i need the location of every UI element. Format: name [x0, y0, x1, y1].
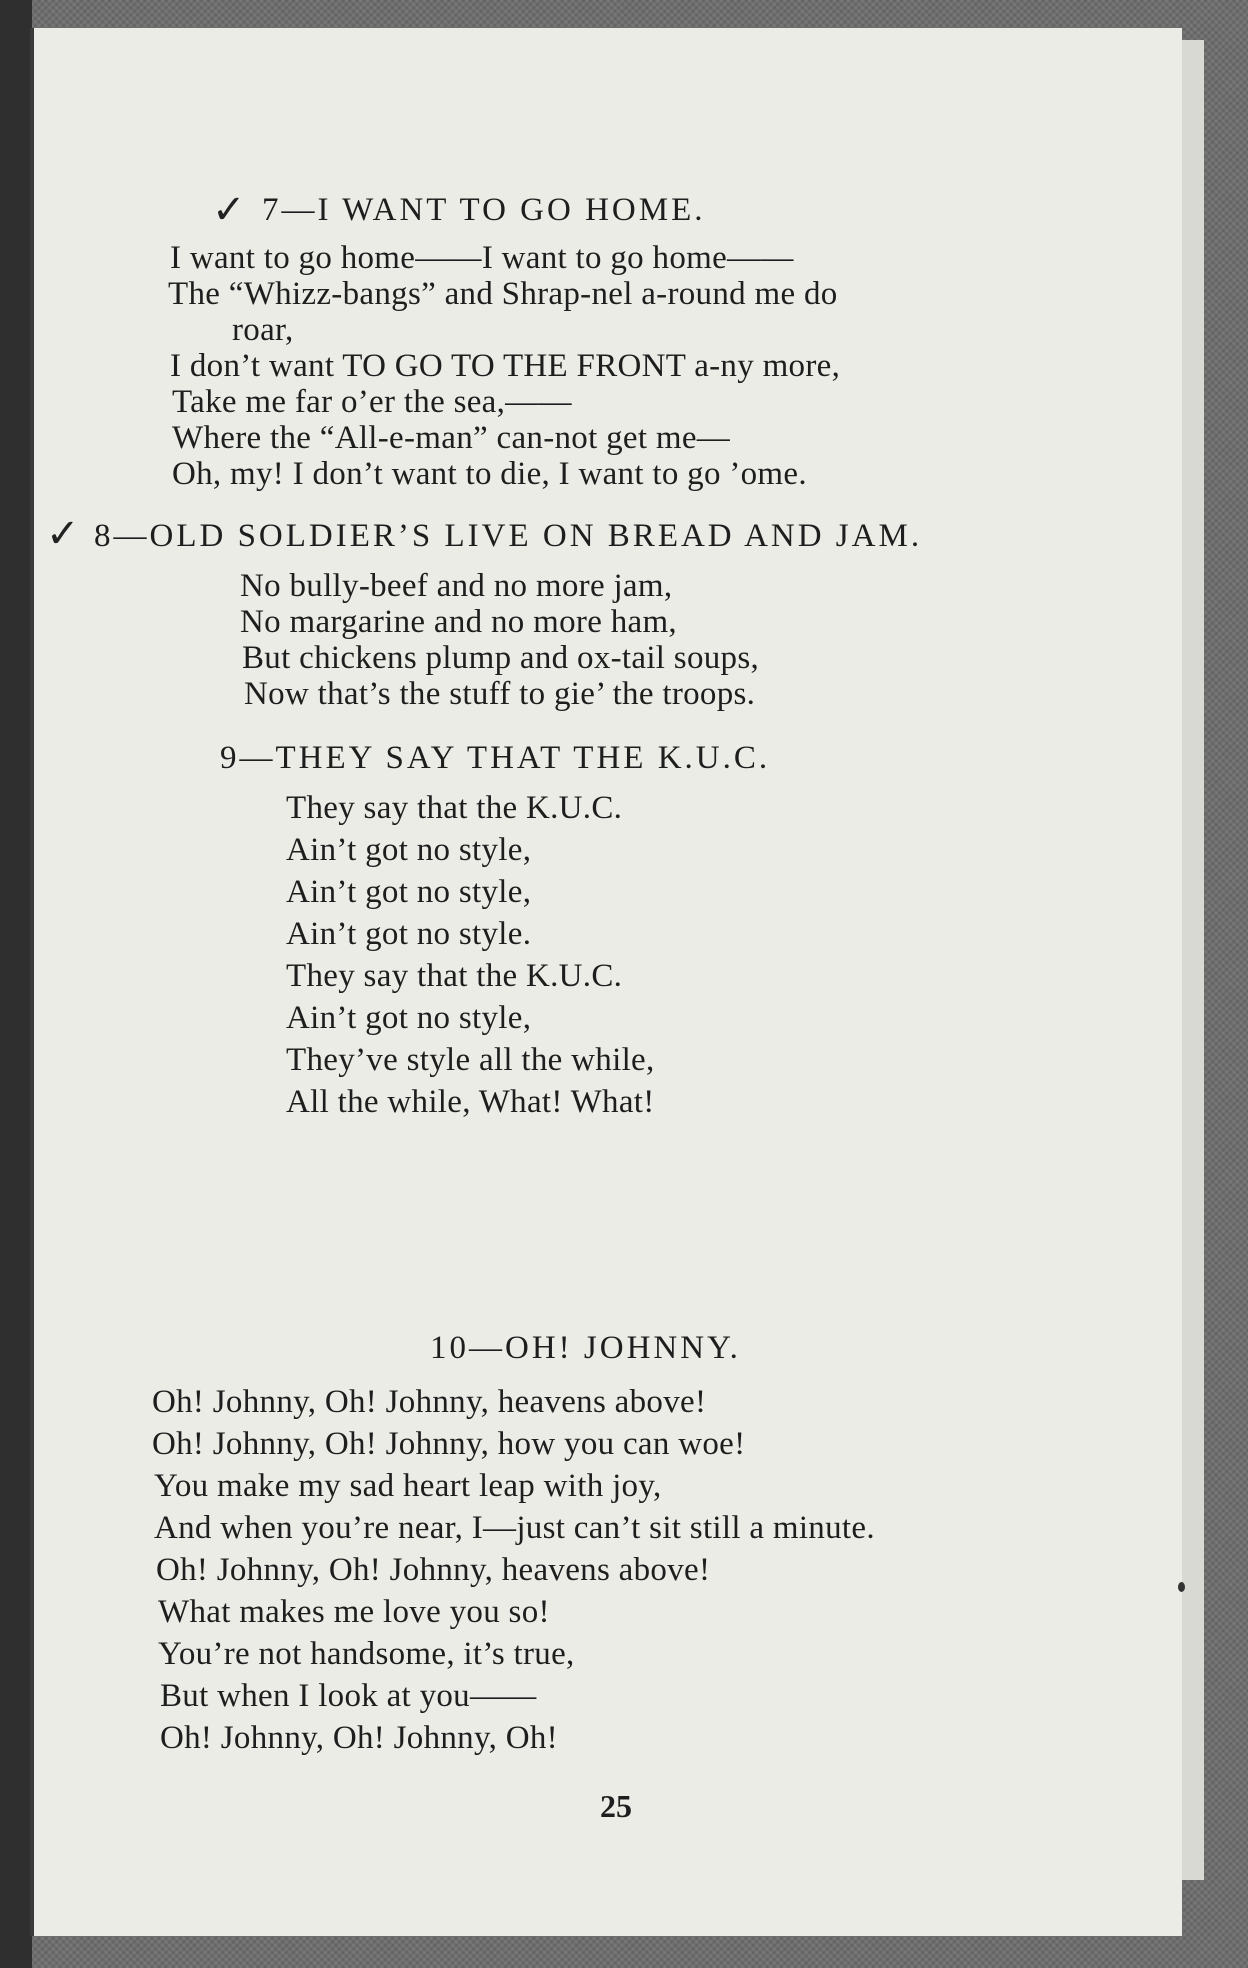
book-page: [30, 28, 1182, 1936]
song-10-line-4: And when you’re near, I—just can’t sit still a minute.: [154, 1510, 875, 1546]
song-9-line-4: Ain’t got no style.: [286, 916, 532, 952]
song-7-line-3: roar,: [232, 312, 294, 348]
song-7-line-5: Take me far o’er the sea,——: [172, 384, 572, 420]
song-9-line-2: Ain’t got no style,: [286, 832, 532, 868]
song-7-line-1: I want to go home——I want to go home——: [170, 240, 794, 276]
song-10-line-7: You’re not handsome, it’s true,: [158, 1636, 575, 1672]
check-mark-icon: ✓: [46, 511, 80, 557]
song-8-line-2: No margarine and no more ham,: [240, 604, 677, 640]
song-10-line-1: Oh! Johnny, Oh! Johnny, heavens above!: [152, 1384, 707, 1420]
song-9-line-8: All the while, What! What!: [286, 1084, 655, 1120]
song-10-line-3: You make my sad heart leap with joy,: [154, 1468, 662, 1504]
song-10-line-2: Oh! Johnny, Oh! Johnny, how you can woe!: [152, 1426, 746, 1462]
song-9-heading: 9—THEY SAY THAT THE K.U.C.: [220, 740, 771, 776]
song-7-line-7: Oh, my! I don’t want to die, I want to go ’ome.: [172, 456, 807, 492]
song-10-line-5: Oh! Johnny, Oh! Johnny, heavens above!: [156, 1552, 711, 1588]
song-9-line-6: Ain’t got no style,: [286, 1000, 532, 1036]
song-9-line-5: They say that the K.U.C.: [286, 958, 623, 994]
song-7-line-2: The “Whizz-bangs” and Shrap-nel a-round me do: [168, 276, 838, 312]
song-8-line-3: But chickens plump and ox-tail soups,: [242, 640, 760, 676]
song-9-line-7: They’ve style all the while,: [286, 1042, 655, 1078]
song-7-heading: 7—I WANT TO GO HOME.: [262, 192, 706, 228]
song-9-line-1: They say that the K.U.C.: [286, 790, 623, 826]
song-8-line-1: No bully-beef and no more jam,: [240, 568, 673, 604]
ink-speck: [1178, 1582, 1185, 1592]
song-10-line-6: What makes me love you so!: [158, 1594, 550, 1630]
book-binding: [0, 0, 32, 1968]
song-7-line-6: Where the “All-e-man” can-not get me—: [172, 420, 731, 456]
song-10-line-8: But when I look at you——: [160, 1678, 537, 1714]
song-10-heading: 10—OH! JOHNNY.: [430, 1330, 741, 1366]
song-8-line-4: Now that’s the stuff to gie’ the troops.: [244, 676, 756, 712]
check-mark-icon: ✓: [212, 187, 246, 233]
song-9-line-3: Ain’t got no style,: [286, 874, 532, 910]
page-number: 25: [600, 1788, 632, 1824]
song-7-line-4: I don’t want TO GO TO THE FRONT a-ny more,: [170, 348, 841, 384]
song-8-heading: 8—OLD SOLDIER’S LIVE ON BREAD AND JAM.: [94, 518, 923, 554]
song-10-line-9: Oh! Johnny, Oh! Johnny, Oh!: [160, 1720, 558, 1756]
